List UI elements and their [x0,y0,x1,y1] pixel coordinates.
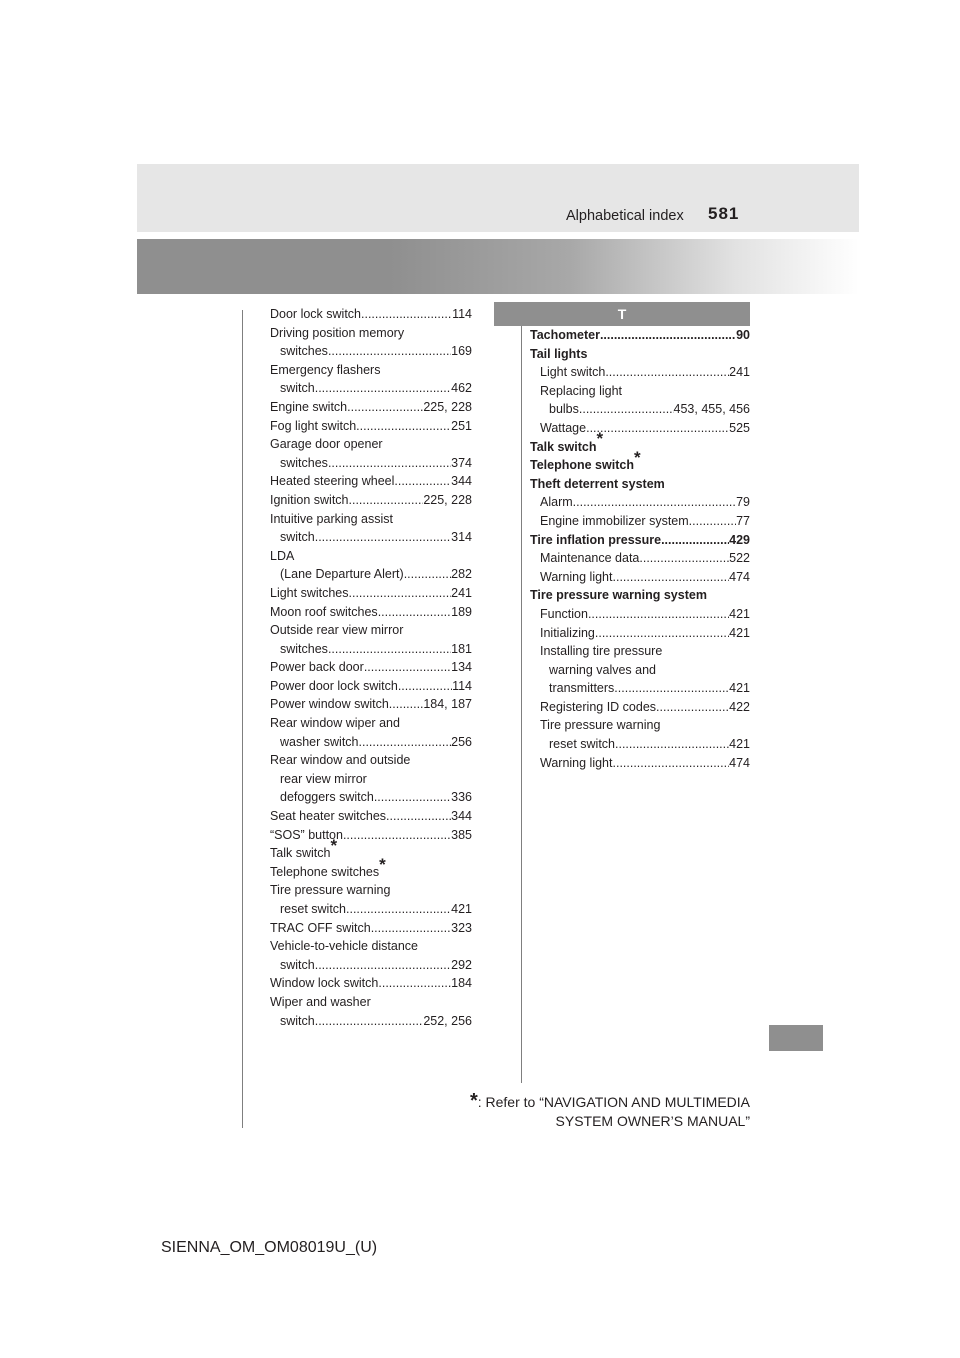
index-entry [270,788,472,807]
index-entry-text: Emergency flashers [270,362,381,377]
dot-leader [343,826,451,845]
dot-leader [398,677,452,696]
index-entry-page: 241 [729,365,750,380]
index-entry-page: 421 [729,606,750,621]
index-entry-text: TRAC OFF switch [270,920,371,935]
index-entry-text: Tail lights [530,346,588,361]
dot-leader [378,974,451,993]
dot-leader [359,733,452,752]
index-entry-page: 314 [451,530,472,545]
index-entry-text: Function [540,606,588,621]
index-entry-page: 344 [451,474,472,489]
footnote-line-2: SYSTEM OWNER’S MANUAL” [555,1113,750,1129]
index-entry [530,400,750,419]
index-entry-text: washer switch [280,734,359,749]
index-entry [270,836,472,863]
dot-leader [661,531,729,550]
index-entry-text: Registering ID codes [540,699,657,714]
index-entry-text: Tire inflation pressure [530,532,662,547]
dot-leader [386,807,451,826]
index-entry-text: transmitters [549,681,615,696]
index-entry [270,379,472,398]
index-entry-text: Intuitive parking assist [270,511,393,526]
dot-leader [573,493,736,512]
index-entry [270,677,472,696]
asterisk-mark: * [633,448,641,467]
asterisk-mark: * [379,854,386,874]
index-entry-page: 344 [451,809,472,824]
asterisk-mark: * [596,429,604,449]
index-entry-text: defoggers switch [280,790,374,805]
index-entry [270,621,472,640]
index-entry-page: 225, 228 [423,399,472,414]
header-bar [137,164,859,232]
index-entry [270,881,472,900]
index-entry-text: Theft deterrent system [530,476,665,491]
header-gradient-band [137,239,859,294]
index-entry [530,661,750,680]
index-entry-page: 429 [729,532,750,547]
index-entry-page: 474 [729,569,750,584]
index-entry-text: switch [280,957,315,972]
column-divider [521,310,522,1083]
index-entry-text: Vehicle-to-vehicle distance [270,939,418,954]
index-entry-text: Light switches [270,585,349,600]
dot-leader [315,528,451,547]
dot-leader [328,640,451,659]
index-entry-page: 421 [729,625,750,640]
index-entry [270,974,472,993]
index-entry [530,448,750,475]
index-entry-page: 292 [451,957,472,972]
asterisk-mark: * [330,836,338,856]
index-entry-text: Ignition switch [270,492,349,507]
index-entry [530,698,750,717]
dot-leader [586,419,729,438]
index-entry-page: 336 [451,790,472,805]
thumb-index-tab [769,1025,823,1051]
index-entry [530,624,750,643]
index-entry-text: Light switch [540,365,606,380]
dot-leader [364,658,451,677]
dot-leader [613,568,730,587]
index-entry-page: 169 [451,344,472,359]
index-entry [530,568,750,587]
dot-leader [389,695,424,714]
index-entry [530,363,750,382]
index-entry [270,435,472,454]
index-entry [270,714,472,733]
index-entry-text: Fog light switch [270,418,357,433]
index-entry-text: switch [280,1013,315,1028]
dot-leader [349,584,452,603]
index-entry-page: 374 [451,455,472,470]
index-entry [270,342,472,361]
index-entry-text: rear view mirror [280,771,367,786]
dot-leader [689,512,736,531]
index-entry-text: (Lane Departure Alert) [280,567,404,582]
dot-leader [347,398,423,417]
index-entry [270,919,472,938]
dot-leader [315,379,451,398]
index-entry [270,528,472,547]
left-margin-rule [242,310,243,1128]
section-title: Alphabetical index [566,208,684,224]
dot-leader [374,788,451,807]
dot-leader [579,400,674,419]
index-entry [530,475,750,494]
index-entry-text: Engine immobilizer system [540,513,689,528]
index-entry-page: 453, 455, 456 [673,402,750,417]
index-entry-text: Seat heater switches [270,809,387,824]
index-entry [270,695,472,714]
index-entry [530,735,750,754]
dot-leader [315,1012,424,1031]
index-entry [270,900,472,919]
index-entry-text: Alarm [540,495,573,510]
index-entry-text: Tire pressure warning [540,718,661,733]
index-entry [270,565,472,584]
footnote-line-1: : Refer to “NAVIGATION AND MULTIMEDIA [477,1094,750,1110]
index-entry [530,326,750,345]
index-entry-text: Power back door [270,660,364,675]
index-entry-text: warning valves and [549,662,657,677]
document-id: SIENNA_OM_OM08019U_(U) [161,1239,378,1256]
index-entry-text: switch [280,381,315,396]
index-entry-page: 422 [729,699,750,714]
index-column-right [530,326,750,772]
index-entry-text: Telephone switches [270,864,380,879]
index-entry [270,584,472,603]
index-entry-page: 256 [451,734,472,749]
index-entry-text: Maintenance data [540,551,640,566]
index-entry [270,491,472,510]
index-entry-text: switches [280,344,328,359]
index-entry [270,658,472,677]
index-entry-page: 225, 228 [423,492,472,507]
index-entry-text: reset switch [549,737,615,752]
index-entry-text: Tire pressure warning [270,883,391,898]
index-entry-text: Installing tire pressure [540,644,663,659]
index-entry [270,770,472,789]
index-entry-text: Initializing [540,625,595,640]
dot-leader [588,605,729,624]
index-entry-page: 525 [729,420,750,435]
index-entry [270,937,472,956]
index-entry-text: Rear window wiper and [270,716,400,731]
index-entry [270,417,472,436]
index-entry [530,679,750,698]
index-entry [270,826,472,845]
index-entry [530,586,750,605]
index-entry-text: Warning light [540,755,613,770]
index-entry [530,512,750,531]
index-entry [530,754,750,773]
index-entry-text: Rear window and outside [270,753,411,768]
section-letter-t: T [494,302,750,326]
dot-leader [328,454,451,473]
dot-leader [346,900,451,919]
index-entry-text: Power door lock switch [270,678,398,693]
index-entry-text: Telephone switch [530,458,634,473]
dot-leader [613,754,730,773]
dot-leader [356,417,451,436]
index-entry [270,1012,472,1031]
dot-leader [371,919,451,938]
dot-leader [349,491,424,510]
dot-leader [328,342,451,361]
index-entry-page: 77 [736,513,750,528]
index-entry-text: Warning light [540,569,613,584]
dot-leader [378,603,451,622]
index-entry [270,398,472,417]
page-number: 581 [708,204,740,223]
index-entry [270,993,472,1012]
index-entry-page: 241 [451,585,472,600]
index-entry-page: 252, 256 [423,1013,472,1028]
dot-leader [605,363,729,382]
dot-leader [315,956,451,975]
index-entry-page: 184 [451,976,472,991]
index-entry [270,854,472,882]
index-entry [530,493,750,512]
dot-leader [614,679,729,698]
index-entry-page: 184, 187 [423,697,472,712]
index-entry-page: 421 [729,737,750,752]
index-entry [270,956,472,975]
index-entry [270,603,472,622]
index-entry-page: 114 [452,678,472,693]
index-entry-page: 79 [736,495,750,510]
index-entry-text: Tachometer [530,328,600,342]
index-entry [530,642,750,661]
index-entry-page: 421 [451,902,472,916]
index-entry [530,345,750,364]
index-entry-page: 90 [736,328,750,342]
dot-leader [656,698,729,717]
index-entry [530,549,750,568]
index-entry-text: LDA [270,548,295,563]
index-entry-text: Talk switch [530,439,597,454]
index-entry [530,419,750,438]
index-entry-page: 385 [451,827,472,842]
index-entry-page: 181 [451,641,472,656]
dot-leader [615,735,729,754]
index-entry [530,531,750,550]
index-entry [270,733,472,752]
index-entry [270,640,472,659]
index-entry-text: bulbs [549,402,579,417]
index-entry-text: reset switch [280,902,346,916]
index-entry [530,716,750,735]
index-entry-text: switches [280,455,328,470]
index-column-left [270,305,472,1030]
index-entry [270,454,472,473]
index-entry-text: switches [280,641,328,656]
dot-leader [639,549,729,568]
index-entry-text: Talk switch [270,846,331,861]
dot-leader [595,624,729,643]
index-entry [270,305,472,324]
index-entry [270,807,472,826]
index-entry-page: 251 [451,418,472,433]
index-entry [270,361,472,380]
index-entry-page: 282 [451,567,472,582]
index-entry-text: Tire pressure warning system [530,588,707,603]
index-entry [530,605,750,624]
index-entry-text: Window lock switch [270,976,379,991]
dot-leader [404,565,451,584]
dot-leader [600,326,736,345]
index-entry-text: switch [280,530,315,545]
index-entry-page: 462 [451,381,472,396]
index-entry-page: 522 [729,551,750,566]
index-entry-page: 474 [729,755,750,770]
index-entry [270,510,472,529]
index-entry-text: Replacing light [540,383,622,398]
index-entry-text: Heated steering wheel [270,474,395,489]
index-entry-text: Wattage [540,420,587,435]
index-entry [530,382,750,401]
index-entry [270,472,472,491]
footnote [438,1092,750,1131]
footnote-asterisk: * [469,1090,478,1112]
index-entry-page: 421 [729,681,750,696]
index-entry-text: Outside rear view mirror [270,623,404,638]
dot-leader [394,472,451,491]
index-entry-text: Power window switch [270,697,389,712]
index-entry-text: Engine switch [270,399,348,414]
index-entry-text: “SOS” button [270,827,343,842]
index-entry-page: 114 [452,307,472,321]
index-entry-text: Moon roof switches [270,604,378,619]
index-entry-text: Garage door opener [270,437,383,452]
index-entry-page: 134 [451,660,472,675]
index-entry [270,547,472,566]
index-entry [270,324,472,343]
index-entry-text: Wiper and washer [270,994,371,1009]
index-entry-page: 323 [451,920,472,935]
index-entry-page: 189 [451,604,472,619]
index-entry-text: Driving position memory [270,325,405,340]
dot-leader [361,305,452,324]
index-entry-text: Door lock switch [270,307,361,321]
index-entry [270,751,472,770]
